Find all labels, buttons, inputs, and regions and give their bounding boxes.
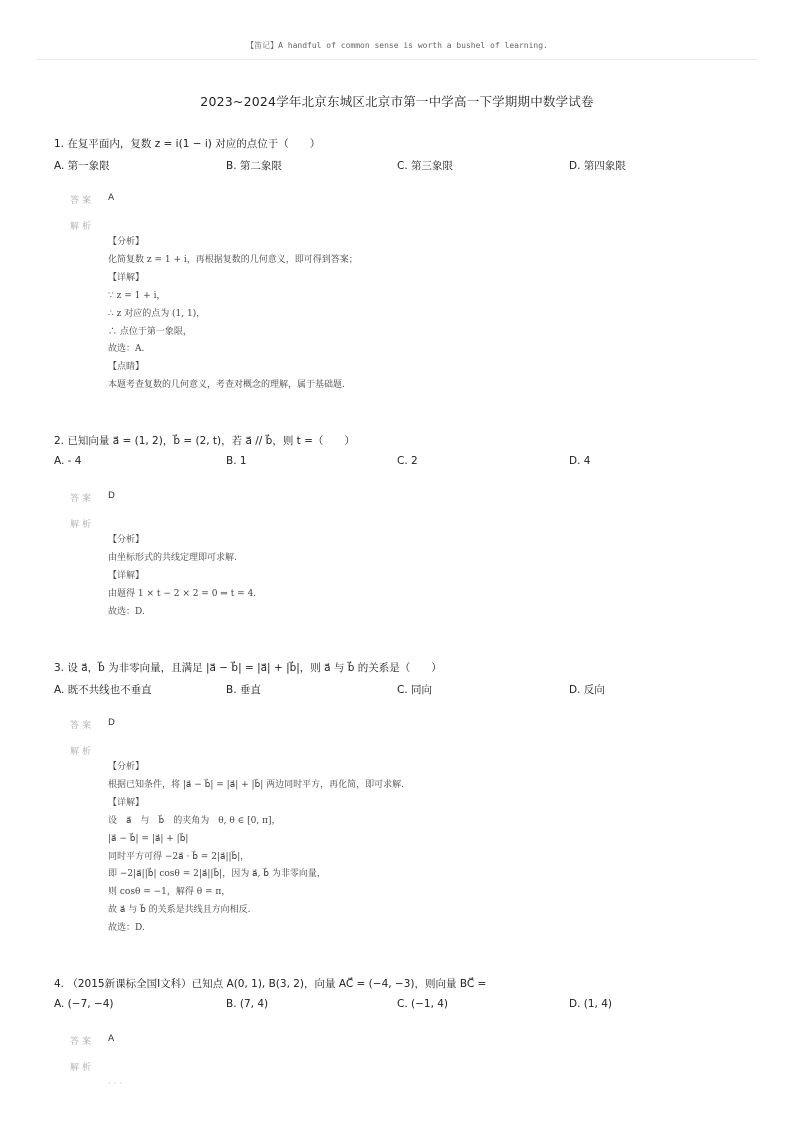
option-d: D. 4 <box>569 455 591 467</box>
header-divider <box>36 59 758 60</box>
answer-value: D <box>108 491 115 501</box>
analysis-line: 即 −2|a⃗||b⃗| cosθ = 2|a⃗||b⃗|，因为 a⃗, b⃗ 为非零向量， <box>108 869 326 880</box>
answer-label: 答案 <box>70 1037 95 1047</box>
option-c: C. 2 <box>397 455 418 467</box>
answer-label: 答案 <box>70 196 95 206</box>
answer-value: A <box>108 1034 115 1044</box>
analysis-line: 故 a⃗ 与 b⃗ 的关系是共线且方向相反. <box>108 905 251 916</box>
option-a: A. (−7, −4) <box>54 998 114 1010</box>
analysis-line: ∴ z 对应的点为 (1, 1)， <box>108 308 206 319</box>
analysis-line: 故选：A. <box>108 344 145 355</box>
question-3-stem: 3. 设 a⃗，b⃗ 为非零向量，且满足 |a⃗ − b⃗| = |a⃗| + |b⃗|，则 a⃗ 与 b⃗ 的关系是（ ） <box>54 662 442 674</box>
analysis-label: 解析 <box>70 1063 95 1073</box>
analysis-label: 解析 <box>70 222 95 232</box>
analysis-line: 设 a⃗ 与 b⃗ 的夹角为 θ, θ ∈ [0, π]， <box>108 815 281 826</box>
question-3-options <box>54 682 754 698</box>
analysis-line: 故选：D. <box>108 606 145 617</box>
question-1 <box>54 136 754 391</box>
answer-value: D <box>108 718 115 728</box>
analysis-line: 【详解】 <box>108 272 145 283</box>
analysis-block <box>108 532 728 622</box>
analysis-line: |a⃗ − b⃗| = |a⃗| + |b⃗| <box>108 833 189 844</box>
question-4-stem: 4. （2015新课标全国Ⅰ文科）已知点 A(0, 1), B(3, 2)，向量 AC⃗ = (−4, −3)，则向量 BC⃗ = <box>54 978 487 990</box>
analysis-line: 本题考查复数的几何意义，考查对概念的理解，属于基础题. <box>108 380 345 391</box>
analysis-line: 化简复数 z = 1 + i，再根据复数的几何意义，即可得到答案； <box>108 254 358 265</box>
option-c: C. (−1, 4) <box>397 998 449 1010</box>
analysis-block <box>108 759 728 938</box>
option-d: D. 反向 <box>569 684 605 696</box>
analysis-line: 【点睛】 <box>108 362 145 373</box>
analysis-line: 根据已知条件，将 |a⃗ − b⃗| = |a⃗| + |b⃗| 两边同时平方，再化简，即可求解. <box>108 779 405 790</box>
option-a: A. - 4 <box>54 455 82 467</box>
analysis-line: ∵ z = 1 + i， <box>108 290 166 301</box>
question-1-stem: 1. 在复平面内，复数 z = i(1 − i) 对应的点位于（ ） <box>54 138 321 150</box>
question-2 <box>54 433 754 617</box>
option-a: A. 第一象限 <box>54 160 110 172</box>
analysis-label: 解析 <box>70 520 95 530</box>
analysis-line: ∴ 点位于第一象限， <box>108 326 192 337</box>
page-title: 2023~2024学年北京东城区北京市第一中学高一下学期期中数学试卷 <box>200 94 594 109</box>
option-b: B. 垂直 <box>226 684 261 696</box>
header-motto: 【笛记】A handful of common sense is worth a bushel of learning. <box>246 41 548 50</box>
option-a: A. 既不共线也不垂直 <box>54 684 152 696</box>
analysis-line: · · · <box>108 1079 123 1089</box>
question-1-options <box>54 158 754 174</box>
question-4-options <box>54 998 754 1014</box>
analysis-line: 则 cosθ = −1，解得 θ = π， <box>108 887 231 898</box>
question-3 <box>54 660 754 934</box>
analysis-line: 故选：D. <box>108 923 145 934</box>
analysis-line: 【分析】 <box>108 762 145 772</box>
analysis-line: 【分析】 <box>108 237 145 247</box>
answer-label: 答案 <box>70 494 95 504</box>
analysis-block <box>108 1076 728 1094</box>
option-b: B. (7, 4) <box>226 998 269 1010</box>
answer-value: A <box>108 193 115 203</box>
analysis-label: 解析 <box>70 747 95 757</box>
analysis-line: 【详解】 <box>108 797 145 808</box>
analysis-block <box>108 234 728 395</box>
option-b: B. 1 <box>226 455 247 467</box>
question-2-stem: 2. 已知向量 a⃗ = (1, 2)，b⃗ = (2, t)，若 a⃗ // b⃗，则 t =（ ） <box>54 435 355 447</box>
analysis-line: 由坐标形式的共线定理即可求解. <box>108 552 237 563</box>
question-4 <box>54 976 754 1089</box>
analysis-line: 由题得 1 × t − 2 × 2 = 0 ⇒ t = 4. <box>108 588 257 599</box>
question-2-options <box>54 455 754 471</box>
option-c: C. 第三象限 <box>397 160 454 172</box>
analysis-line: 同时平方可得 −2a⃗ · b⃗ = 2|a⃗||b⃗|， <box>108 851 250 862</box>
option-b: B. 第二象限 <box>226 160 282 172</box>
option-d: D. (1, 4) <box>569 998 612 1010</box>
answer-label: 答案 <box>70 721 95 731</box>
option-c: C. 同向 <box>397 684 433 696</box>
analysis-line: 【分析】 <box>108 535 145 545</box>
analysis-line: 【详解】 <box>108 570 145 581</box>
option-d: D. 第四象限 <box>569 160 626 172</box>
